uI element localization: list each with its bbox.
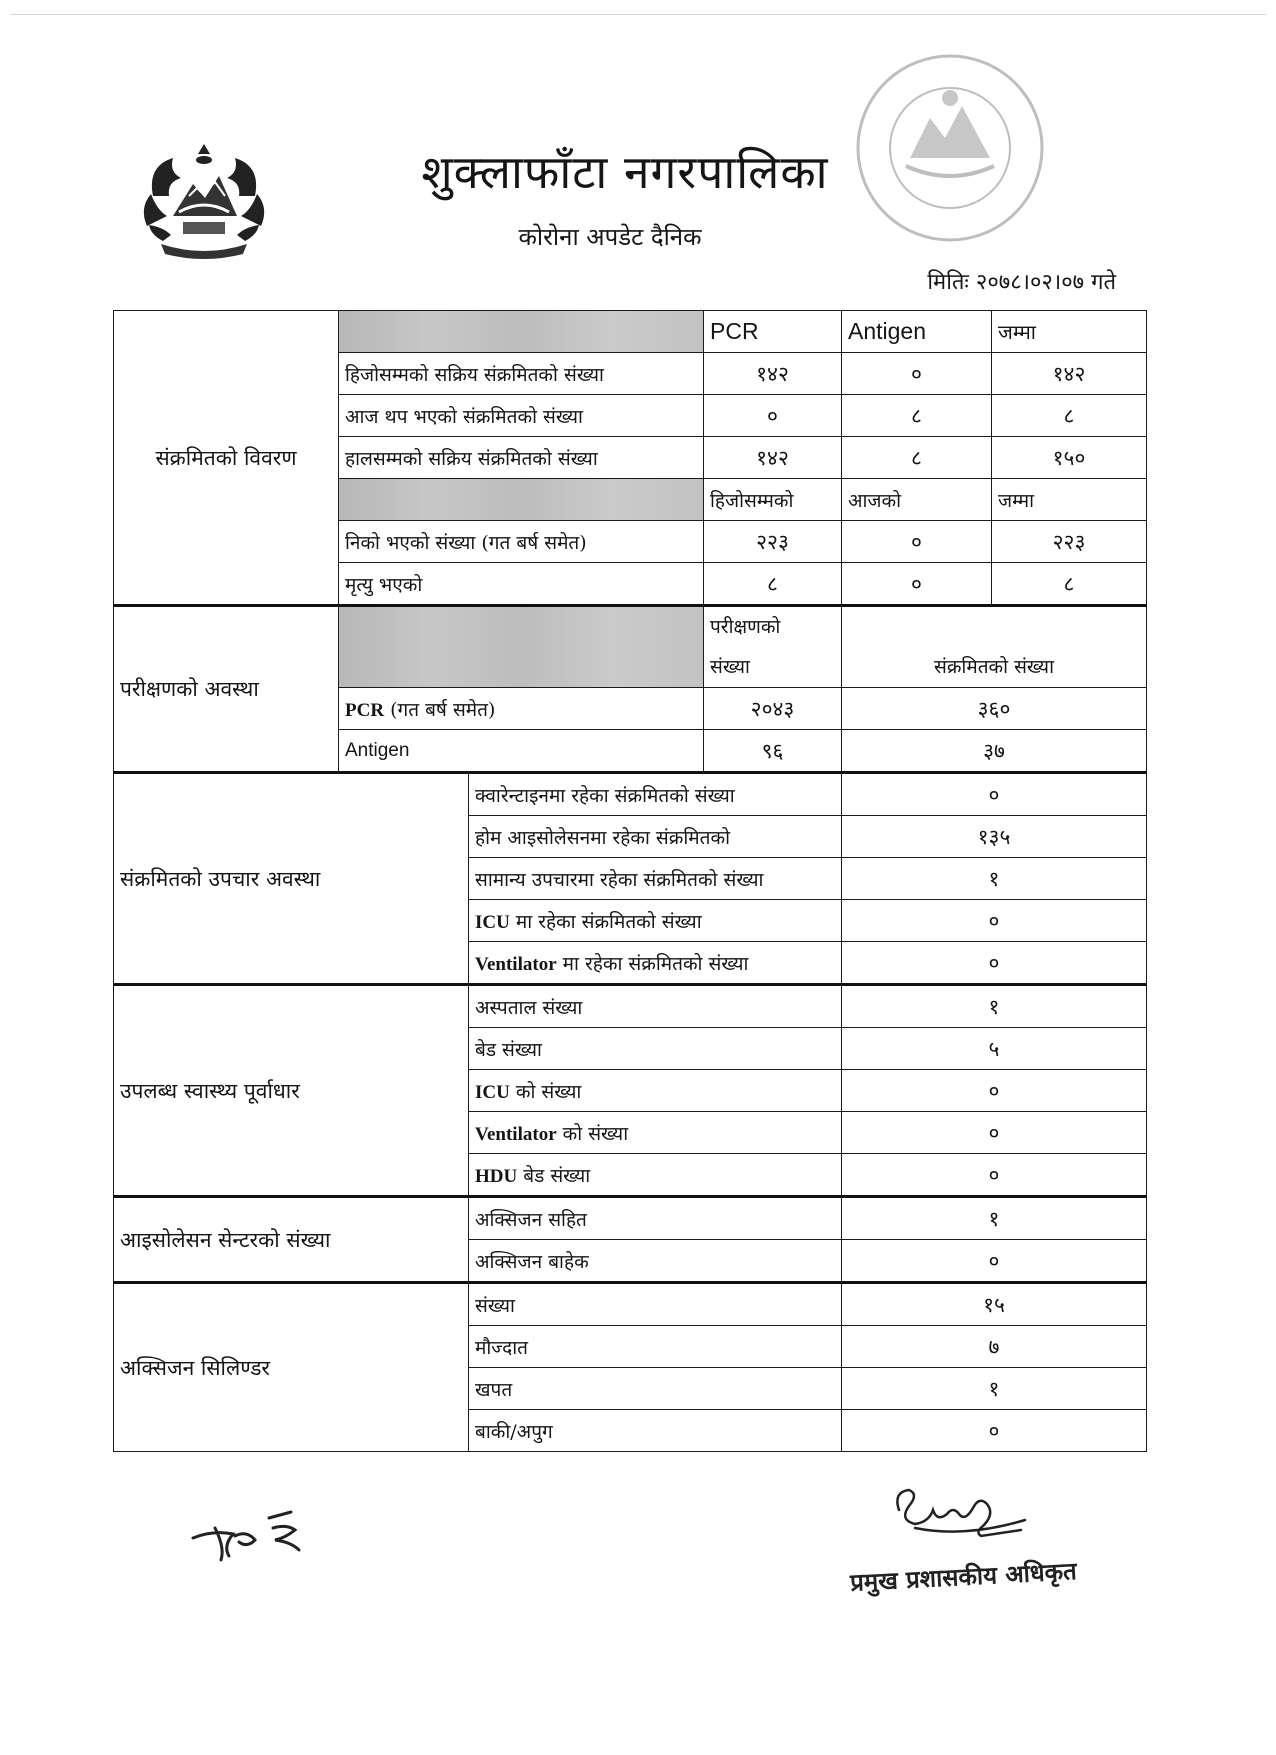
row-label: हालसम्मको सक्रिय संक्रमितको संख्या — [339, 437, 704, 479]
row-value: ० — [842, 942, 1147, 985]
row-label — [469, 1154, 842, 1197]
row-value: ० — [842, 1112, 1147, 1154]
row-value: १ — [842, 1197, 1147, 1240]
row-label-rest: बेड संख्या — [517, 1164, 591, 1187]
pcr-value: ० — [704, 395, 842, 437]
table-row — [114, 1197, 1147, 1240]
row-value: ० — [842, 773, 1147, 816]
infection-header-row — [114, 311, 1147, 353]
row-label — [469, 900, 842, 942]
row-value: ० — [842, 1240, 1147, 1283]
tests-value: २०४३ — [704, 688, 842, 730]
row-label: बेड संख्या — [469, 1028, 842, 1070]
row-label: अक्सिजन सहित — [469, 1197, 842, 1240]
row-label: बाकी/अपुग — [469, 1410, 842, 1452]
row-label-latin: ICU — [475, 911, 510, 933]
antigen-value: ० — [842, 353, 992, 395]
row-value: १५ — [842, 1283, 1147, 1326]
cell-value: २२३ — [992, 521, 1147, 563]
row-label — [469, 942, 842, 985]
section-label-oxygen: अक्सिजन सिलिण्डर — [114, 1283, 469, 1452]
col-header-pcr: PCR — [704, 311, 842, 353]
row-label-rest: मा रहेका संक्रमितको संख्या — [556, 952, 749, 975]
row-value: ० — [842, 1154, 1147, 1197]
infected-value: ३६० — [842, 688, 1147, 730]
row-value: १ — [842, 985, 1147, 1028]
row-value: ७ — [842, 1326, 1147, 1368]
row-label-latin: HDU — [475, 1165, 518, 1187]
row-value: ० — [842, 900, 1147, 942]
page-title: शुक्लाफाँटा नगरपालिका — [421, 145, 829, 199]
row-label: खपत — [469, 1368, 842, 1410]
total-value: १५० — [992, 437, 1147, 479]
cell-value: २२३ — [704, 521, 842, 563]
gray-header-cell — [339, 606, 704, 688]
col-header-tests-line1: परीक्षणको — [710, 616, 781, 638]
row-label-latin: PCR — [345, 699, 385, 721]
row-label: अस्पताल संख्या — [469, 985, 842, 1028]
cell-value: ० — [842, 563, 992, 606]
tests-value: ९६ — [704, 730, 842, 773]
row-label-rest: को संख्या — [509, 1080, 582, 1103]
cell-value: ० — [842, 521, 992, 563]
row-label — [469, 1070, 842, 1112]
table-row — [114, 773, 1147, 816]
row-value: १३५ — [842, 816, 1147, 858]
table-row — [114, 985, 1147, 1028]
section-label-infection: संक्रमितको विवरण — [114, 311, 339, 606]
col-header-infected: संक्रमितको संख्या — [842, 606, 1147, 688]
page-subtitle: कोरोना अपडेट दैनिक — [518, 223, 702, 251]
row-label: आज थप भएको संक्रमितको संख्या — [339, 395, 704, 437]
col-header-till-yesterday: हिजोसम्मको — [704, 479, 842, 521]
row-label-rest: मा रहेका संक्रमितको संख्या — [509, 910, 702, 933]
nepal-emblem-icon — [133, 136, 275, 264]
row-label: अक्सिजन बाहेक — [469, 1240, 842, 1283]
row-label: होम आइसोलेसनमा रहेका संक्रमितको — [469, 816, 842, 858]
cell-value: ८ — [992, 563, 1147, 606]
col-header-tests-line2: संख्या — [710, 656, 750, 678]
testing-header-row — [114, 606, 1147, 688]
gray-header-cell — [339, 311, 704, 353]
section-label-isolation: आइसोलेसन सेन्टरको संख्या — [114, 1197, 469, 1283]
row-label: हिजोसम्मको सक्रिय संक्रमितको संख्या — [339, 353, 704, 395]
row-label: Antigen — [339, 730, 704, 773]
col-header-total: जम्मा — [992, 479, 1147, 521]
infected-value: ३७ — [842, 730, 1147, 773]
row-value: ५ — [842, 1028, 1147, 1070]
row-value: ० — [842, 1410, 1147, 1452]
total-value: ८ — [992, 395, 1147, 437]
row-label: संख्या — [469, 1283, 842, 1326]
section-label-infrastructure: उपलब्ध स्वास्थ्य पूर्वाधार — [114, 985, 469, 1197]
pcr-value: १४२ — [704, 353, 842, 395]
officer-title: प्रमुख प्रशासकीय अधिकृत — [849, 1556, 1078, 1597]
row-label: मौज्दात — [469, 1326, 842, 1368]
report-date: मितिः २०७८।०२।०७ गते — [927, 270, 1116, 295]
row-value: १ — [842, 1368, 1147, 1410]
row-label-latin: Ventilator — [475, 1123, 557, 1145]
pcr-value: १४२ — [704, 437, 842, 479]
col-header-tests — [704, 606, 842, 688]
row-value: ० — [842, 1070, 1147, 1112]
row-label: मृत्यु भएको — [339, 563, 704, 606]
total-value: १४२ — [992, 353, 1147, 395]
row-label-rest: को संख्या — [556, 1122, 629, 1145]
section-label-treatment: संक्रमितको उपचार अवस्था — [114, 773, 469, 985]
row-value: १ — [842, 858, 1147, 900]
row-label-latin: ICU — [475, 1081, 510, 1103]
antigen-value: ८ — [842, 395, 992, 437]
row-label: क्वारेन्टाइनमा रहेका संक्रमितको संख्या — [469, 773, 842, 816]
section-label-testing: परीक्षणको अवस्था — [114, 606, 339, 773]
officer-signature — [885, 1480, 1045, 1550]
covid-update-table — [113, 310, 1147, 1452]
row-label: निको भएको संख्या (गत बर्ष समेत) — [339, 521, 704, 563]
gray-header-cell — [339, 479, 704, 521]
row-label: सामान्य उपचारमा रहेका संक्रमितको संख्या — [469, 858, 842, 900]
col-header-today: आजको — [842, 479, 992, 521]
row-label-rest: (गत बर्ष समेत) — [384, 698, 496, 721]
left-signature — [185, 1498, 315, 1568]
table-row — [114, 1283, 1147, 1326]
col-header-total: जम्मा — [992, 311, 1147, 353]
row-label — [339, 688, 704, 730]
antigen-value: ८ — [842, 437, 992, 479]
cell-value: ८ — [704, 563, 842, 606]
row-label — [469, 1112, 842, 1154]
col-header-antigen: Antigen — [842, 311, 992, 353]
row-label-latin: Ventilator — [475, 953, 557, 975]
page-edge — [10, 14, 1266, 15]
